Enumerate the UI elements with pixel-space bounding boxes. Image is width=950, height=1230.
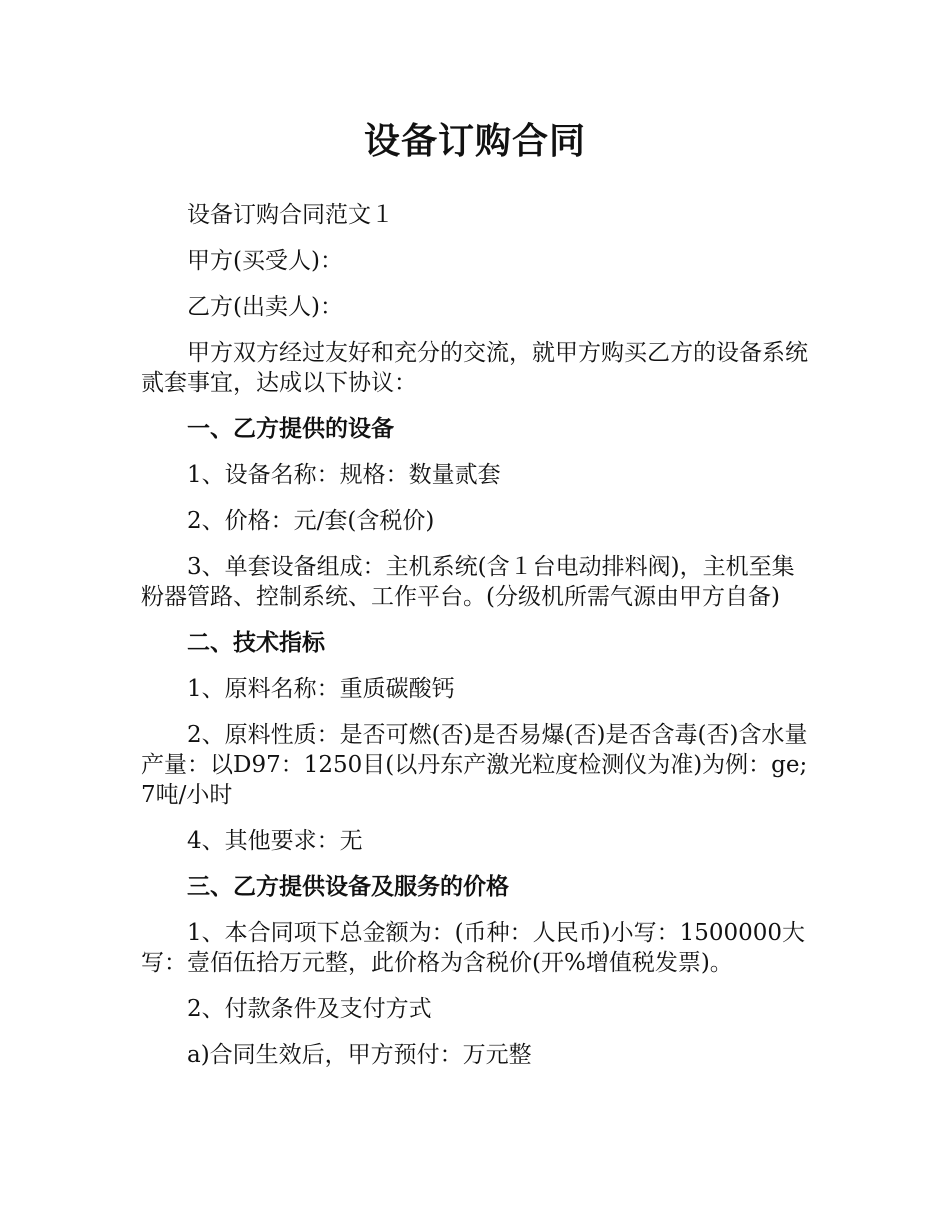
paragraph-other-requirements: 4、其他要求：无	[187, 828, 363, 854]
paragraph-price: 2、价格：元/套(含税价)	[187, 508, 435, 534]
section-heading-pricing: 三、乙方提供设备及服务的价格	[187, 874, 509, 900]
paragraph-payment-terms: 2、付款条件及支付方式	[187, 996, 432, 1022]
paragraph-total-amount: 1、本合同项下总金额为：(币种：人民币)小写：1500000大写：壹佰伍拾万元整，此价格为含税价(开%增值税发票)。	[141, 920, 806, 976]
section-heading-technical: 二、技术指标	[187, 630, 325, 656]
paragraph-party-b: 乙方(出卖人)：	[187, 294, 343, 320]
document-title: 设备订购合同	[363, 121, 586, 162]
paragraph-material-properties: 2、原料性质：是否可燃(否)是否易爆(否)是否含毒(否)含水量产量：以D97：1250目(以丹东产激光粒度检测仪为准)为例：ge;7吨/小时	[141, 722, 808, 808]
paragraph-material-name: 1、原料名称：重质碳酸钙	[187, 676, 455, 702]
paragraph-preamble: 甲方双方经过友好和充分的交流，就甲方购买乙方的设备系统贰套事宜，达成以下协议：	[141, 340, 808, 396]
paragraph-equipment-composition: 3、单套设备组成：主机系统(含１台电动排料阀)，主机至集粉器管路、控制系统、工作平台。(分级机所需气源由甲方自备)	[141, 554, 795, 610]
paragraph-sample-title: 设备订购合同范文１	[187, 202, 394, 228]
paragraph-party-a: 甲方(买受人)：	[187, 248, 343, 274]
paragraph-equipment-name: 1、设备名称：规格：数量贰套	[187, 462, 501, 488]
paragraph-prepayment: a)合同生效后，甲方预付：万元整	[187, 1042, 532, 1068]
document-body	[141, 200, 809, 1086]
section-heading-equipment: 一、乙方提供的设备	[187, 416, 394, 442]
